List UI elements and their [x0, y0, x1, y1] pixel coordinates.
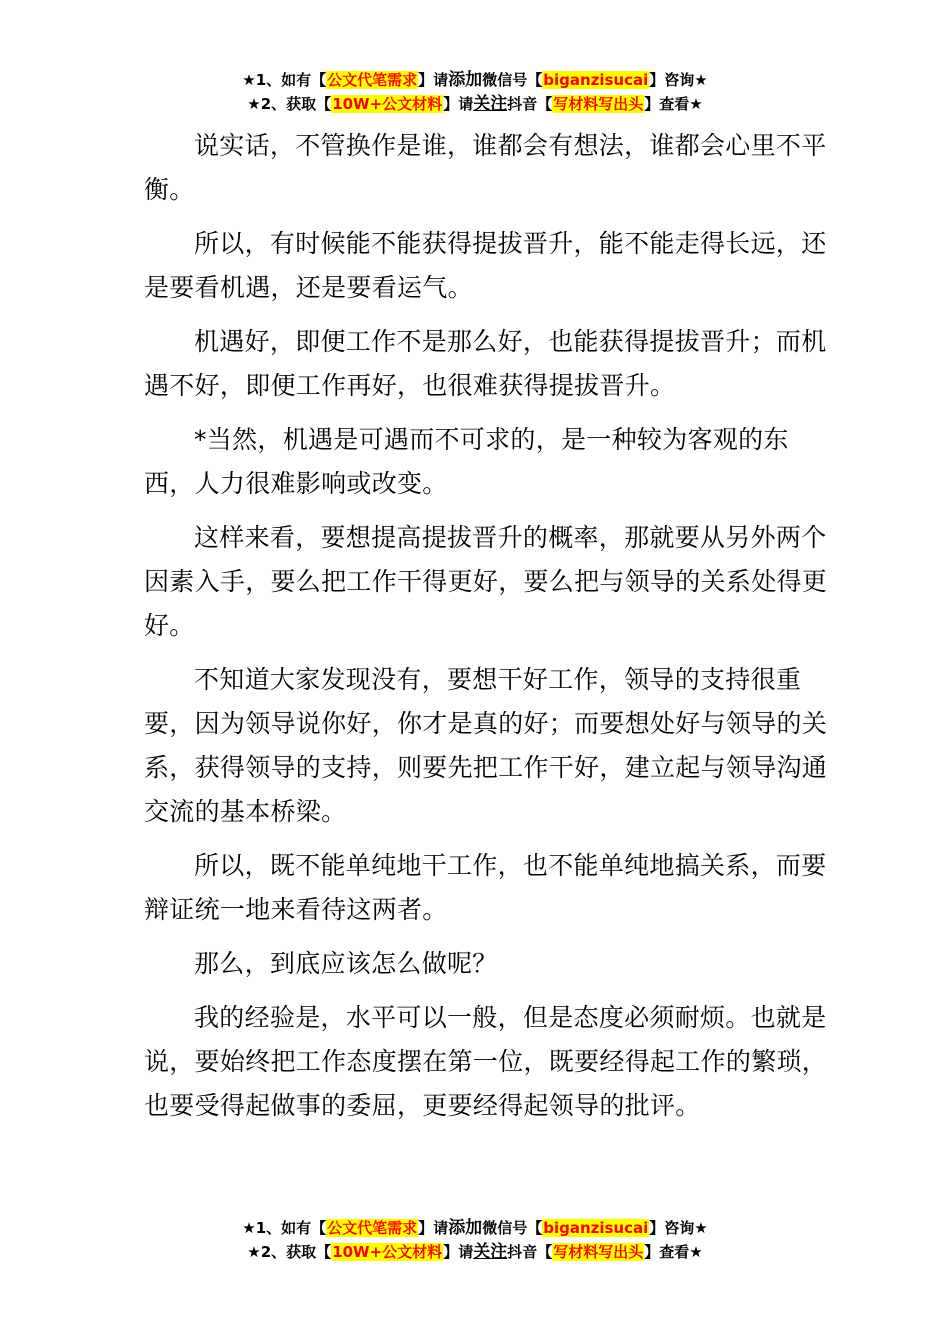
- footer-line-2-prefix: ★2、获取【: [247, 1243, 332, 1261]
- footer-banner: [0, 1216, 950, 1264]
- footer-line-1-emphasis: 添加: [448, 1218, 483, 1238]
- footer-line-2-mid1: 】请: [443, 1243, 474, 1261]
- footer-line-2-mid2: 抖音【: [507, 1243, 553, 1261]
- header-line-1-mid2: 微信号【: [482, 71, 543, 89]
- paragraph: 这样来看，要想提高提拔晋升的概率，那就要从另外两个因素入手，要么把工作干得更好，要么把与领导的关系处得更好。: [144, 523, 828, 640]
- paragraph: 不知道大家发现没有，要想干好工作，领导的支持很重要，因为领导说你好，你才是真的好；而要想处好与领导的关系，获得领导的支持，则要先把工作干好，建立起与领导沟通交流的基本桥梁。: [144, 665, 828, 826]
- footer-materials-highlight: 10W+公文材料: [332, 1243, 443, 1261]
- paragraph: 所以，有时候能不能获得提拔晋升，能不能走得长远，还是要看机遇，还是要看运气。: [144, 229, 827, 302]
- paragraph: 那么，到底应该怎么做呢？: [194, 949, 498, 978]
- footer-line-1-prefix: ★1、如有【: [242, 1219, 327, 1237]
- article-body: [144, 124, 834, 1138]
- paragraph: *当然，机遇是可遇而不可求的，是一种较为客观的东西，人力很难影响或改变。: [144, 425, 789, 498]
- header-line-2-suffix: 】查看★: [644, 95, 703, 113]
- header-wechat-id: biganzisucai: [543, 71, 649, 89]
- paragraph: 所以，既不能单纯地干工作，也不能单纯地搞关系，而要辩证统一地来看待这两者。: [144, 851, 827, 924]
- footer-line-1-mid1: 】请: [418, 1219, 449, 1237]
- footer-line-1-mid2: 微信号【: [482, 1219, 543, 1237]
- footer-line-1: [0, 1216, 950, 1240]
- header-line-2-prefix: ★2、获取【: [247, 95, 332, 113]
- header-line-2-mid1: 】请: [443, 95, 474, 113]
- header-line-1: [0, 68, 950, 92]
- header-douyin-account: 写材料写出头: [553, 95, 644, 113]
- header-service-highlight: 公文代笔需求: [327, 71, 418, 89]
- footer-service-highlight: 公文代笔需求: [327, 1219, 418, 1237]
- footer-douyin-account: 写材料写出头: [553, 1243, 644, 1261]
- header-line-2-emphasis: 关注: [473, 94, 508, 114]
- footer-wechat-id: biganzisucai: [543, 1219, 649, 1237]
- header-line-1-suffix: 】咨询★: [649, 71, 708, 89]
- paragraph: 机遇好，即便工作不是那么好，也能获得提拔晋升；而机遇不好，即便工作再好，也很难获得提拔晋升。: [144, 327, 827, 400]
- paragraph: 我的经验是，水平可以一般，但是态度必须耐烦。也就是说，要始终把工作态度摆在第一位，既要经得起工作的繁琐，也要受得起做事的委屈，更要经得起领导的批评。: [144, 1003, 828, 1120]
- footer-line-2-emphasis: 关注: [473, 1242, 508, 1262]
- header-line-2-mid2: 抖音【: [507, 95, 553, 113]
- header-banner: [0, 68, 950, 116]
- footer-line-2-suffix: 】查看★: [644, 1243, 703, 1261]
- footer-line-2: [0, 1240, 950, 1264]
- header-materials-highlight: 10W+公文材料: [332, 95, 443, 113]
- header-line-1-mid1: 】请: [418, 71, 449, 89]
- footer-line-1-suffix: 】咨询★: [649, 1219, 708, 1237]
- header-line-1-emphasis: 添加: [448, 70, 483, 90]
- paragraph: 说实话，不管换作是谁，谁都会有想法，谁都会心里不平衡。: [144, 131, 827, 204]
- header-line-2: [0, 92, 950, 116]
- header-line-1-prefix: ★1、如有【: [242, 71, 327, 89]
